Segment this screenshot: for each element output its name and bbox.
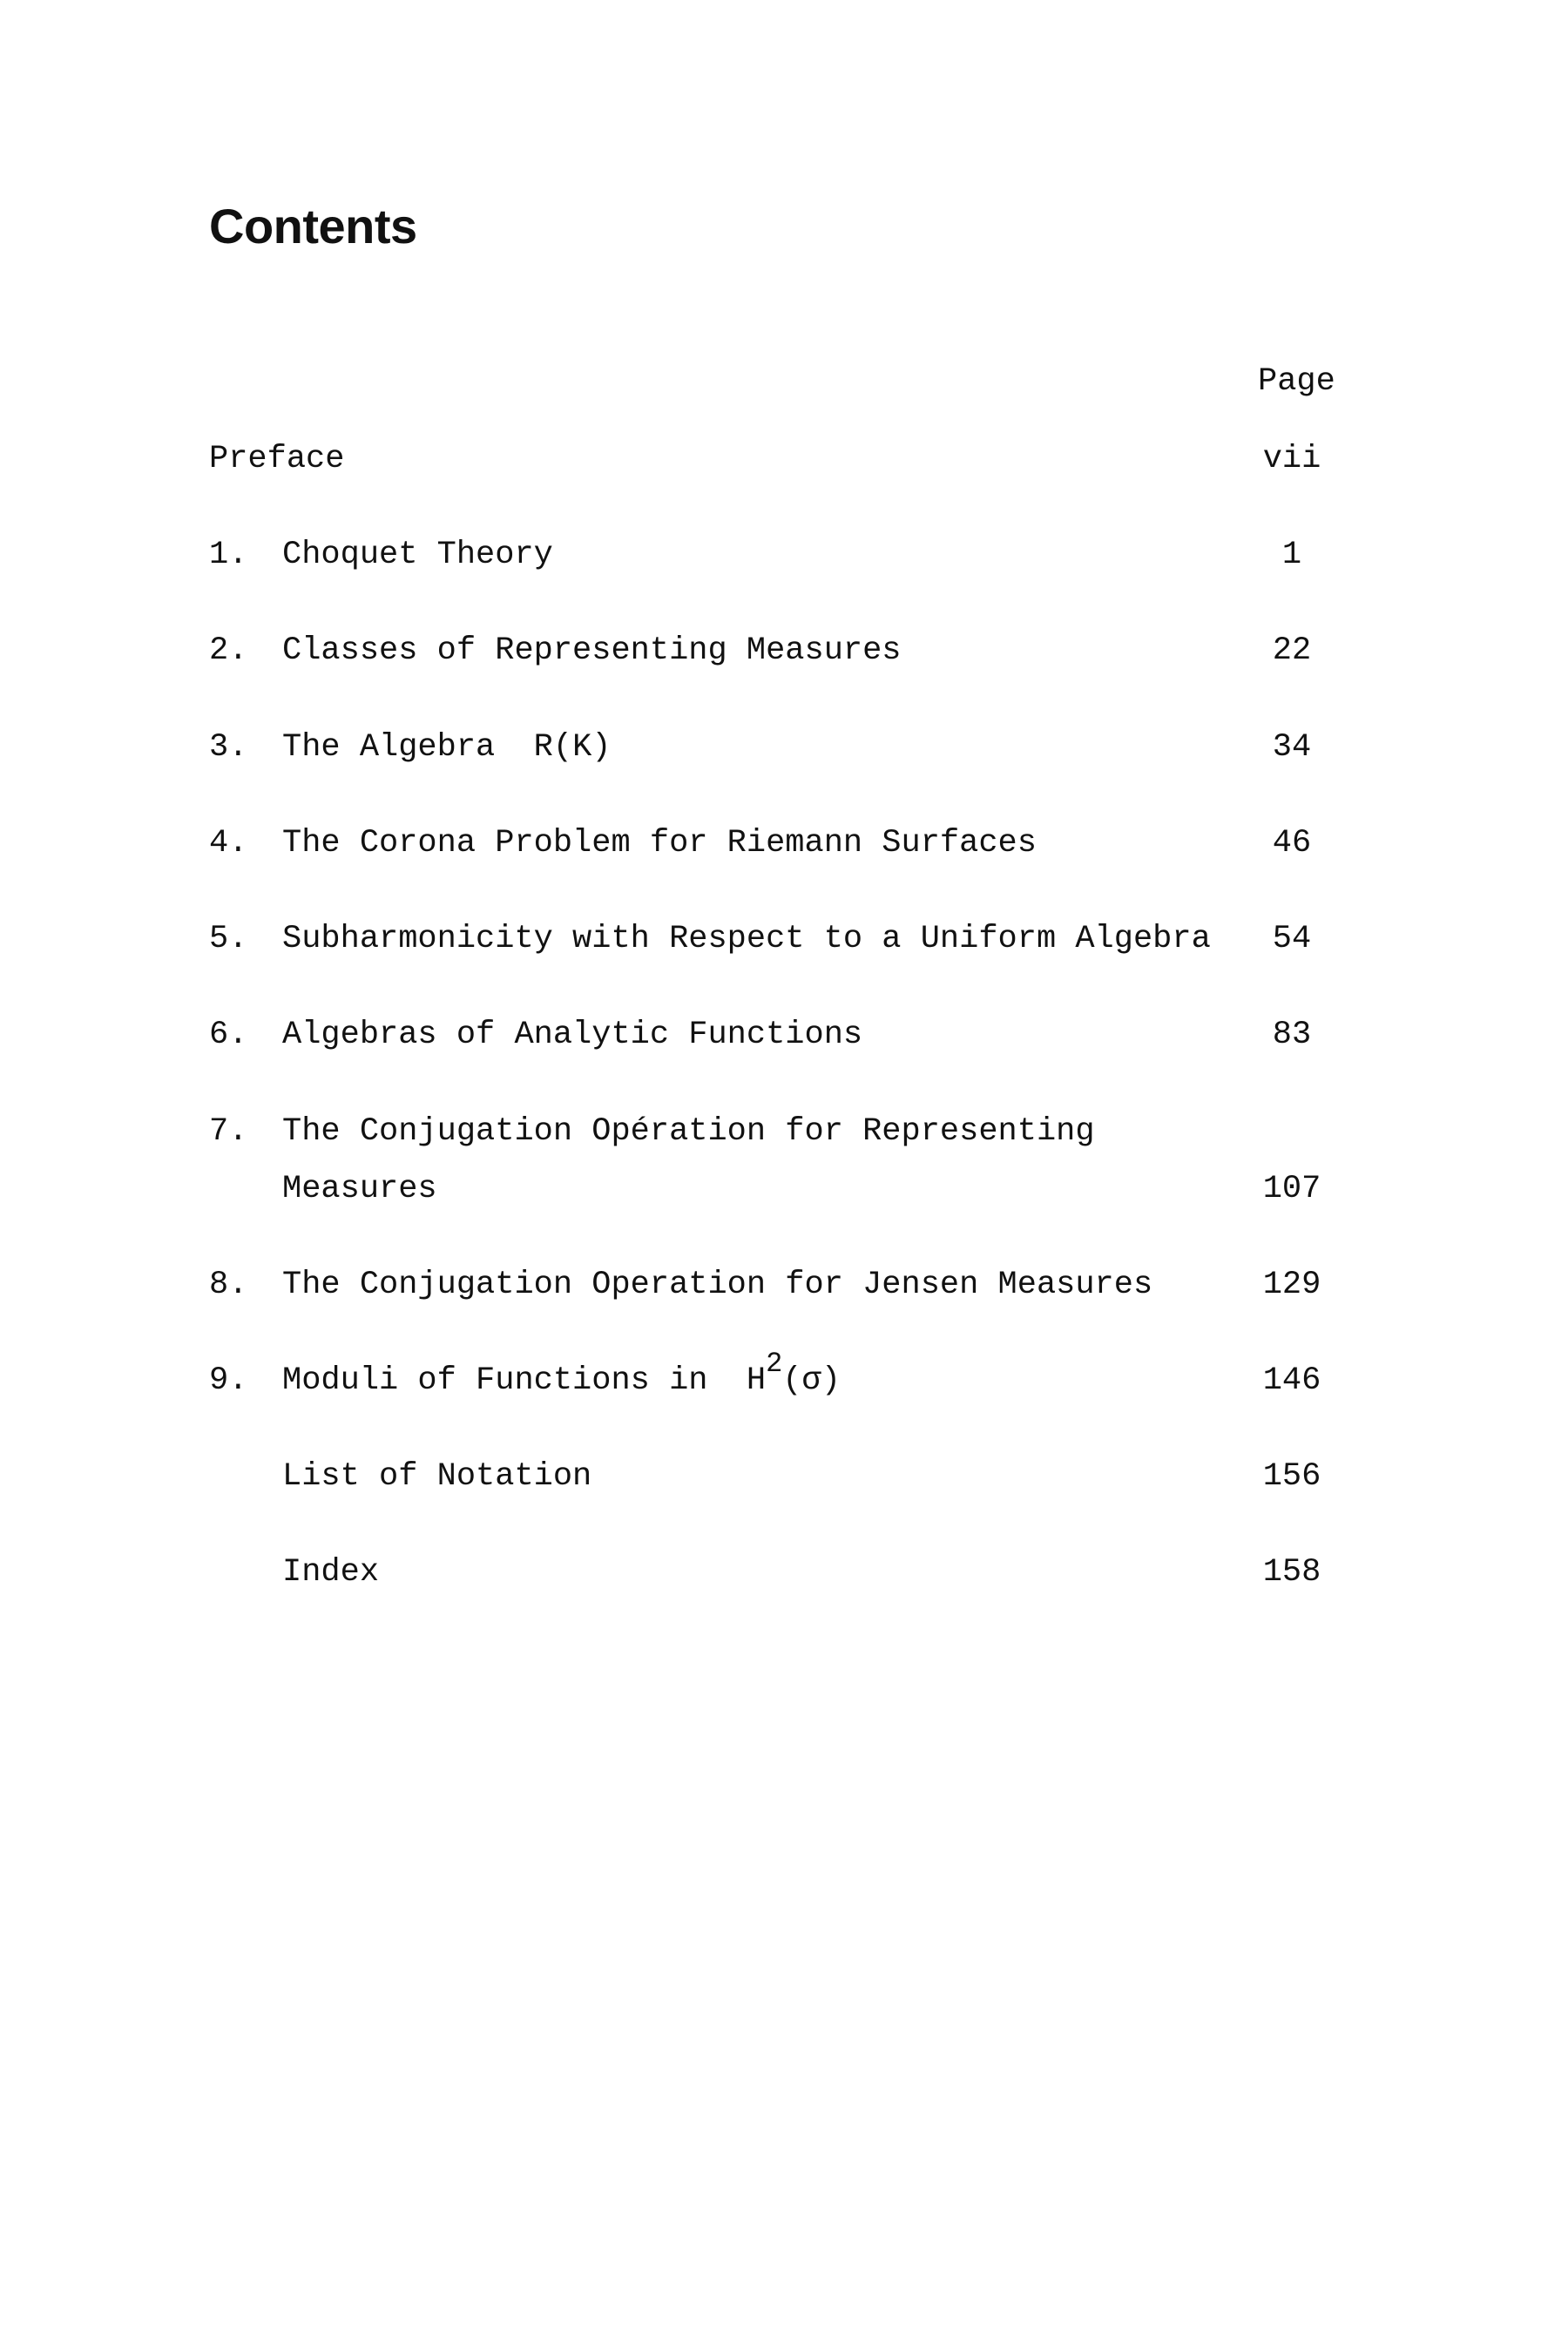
toc-entry-title: Preface [209,441,345,477]
toc-entry-title [282,729,612,766]
toc-entry-title: Index [282,1554,380,1591]
toc-entry-number: 4. [209,825,248,862]
toc-entry-page: 54 [1272,921,1312,957]
toc-entry-number: 8. [209,1267,248,1303]
toc-entry-page: 46 [1272,825,1312,862]
math-argument: (σ) [782,1362,841,1399]
toc-entry-number: 3. [209,729,248,766]
toc-entry-page: 156 [1262,1458,1321,1495]
toc-entry-page: vii [1262,441,1321,477]
toc-entry-title: Classes of Representing Measures [282,632,902,669]
toc-entry-title: The Corona Problem for Riemann Surfaces [282,825,1037,862]
toc-entry-number: 5. [209,921,248,957]
toc-entry-number: 7. [209,1113,248,1150]
toc-entry-title: List of Notation [282,1458,592,1495]
toc-entry-page: 22 [1272,632,1312,669]
page-column-label: Page [1258,363,1335,400]
toc-entry-title: Subharmonicity with Respect to a Uniform Algebra [282,921,1211,957]
math-notation: R(K) [533,729,612,766]
toc-entry-title-text: The Algebra [282,729,496,766]
page-title: Contents [209,199,417,253]
toc-entry-page: 1 [1281,537,1302,573]
toc-entry-title: Choquet Theory [282,537,553,573]
toc-entry-title-text: Moduli of Functions in [282,1362,708,1399]
toc-entry-title: The Conjugation Operation for Jensen Measures [282,1267,1153,1303]
toc-entry-page: 34 [1272,729,1312,766]
toc-entry-title: Algebras of Analytic Functions [282,1017,863,1053]
toc-entry-page: 83 [1272,1017,1312,1053]
toc-entry-title-line-2: Measures [282,1171,437,1207]
toc-entry-page: 129 [1262,1267,1321,1303]
toc-entry-number: 2. [209,632,248,669]
math-base: H [746,1362,767,1399]
toc-entry-title [282,1348,841,1399]
toc-entry-page: 146 [1262,1362,1321,1399]
toc-entry-number: 6. [209,1017,248,1053]
toc-entry-number: 1. [209,537,248,573]
math-notation [746,1348,841,1399]
toc-entry-title-line-1: The Conjugation Opération for Representing [282,1113,1095,1150]
toc-entry-page: 158 [1262,1554,1321,1591]
math-superscript: 2 [766,1348,783,1380]
toc-entry-page: 107 [1262,1171,1321,1207]
toc-entry-number: 9. [209,1362,248,1399]
